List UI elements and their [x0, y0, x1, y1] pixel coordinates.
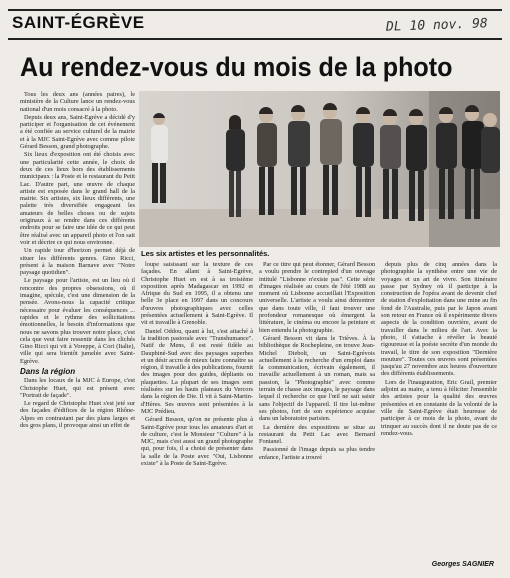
paragraph: loupe saisissant sur la texture de ces façades. En allant à Saint-Egrève, Christophe Huet en est à sa troisième exposition après Madagascar en 1992 et Afrique du Sud en 1995, il a obtenu une belle 3e place en 1997 dans un concours d'œuvres photographiques avec celles présentées actuellement à Saint-Egrève. Il vit et travaille à Grenoble.: [141, 261, 253, 327]
paragraph: Un rapide tour d'horizon permet déjà de situer les différents genres. Gino Ricci, présent à la maison Barnave avec "Notre paysage quotidien".: [20, 247, 135, 277]
headline: Au rendez-vous du mois de la photo: [20, 52, 453, 82]
handwritten-date-note: DL 10 nov. 98: [385, 16, 488, 35]
paragraph: Dans les locaux de la MJC à Europe, c'est Christophe Huet, qui est présent avec "Portrait de façade".: [20, 377, 135, 399]
article-column-1: [20, 91, 135, 571]
article-column-2: [141, 261, 253, 571]
article-column-4: [381, 261, 497, 561]
paragraph: depuis plus de cinq années dans la photographie la synthèse entre une vie de voyages et un art de vivre. Son itinéraire passe par Sydney où il participe à la construction de l'opéra avant de devenir chef de station d'exploitation dans une mine au fin fond de l'Australie, puis par le Japon avant son retour en France où il expérimente divers aspects de la condition ouvrière, avant de travailler dans le milieu de l'art. Avec la photo, il s'attache à révéler la beauté rigoureuse et la poésie secrète d'un monde du travail, le titre de son exposition "Dernière mouture". Toutes ces œuvres sont présentées jusqu'au 27 novembre aux heures d'ouverture des différents établissements.: [381, 261, 497, 378]
paragraph: Six lieux d'exposition ont été choisis avec une particularité cette année, le choix de deux de ces lieux hors des établissements municipaux : la Poste et le restaurant du Petit Lac. D'autre part, une œuvre de chaque artiste est exposée dans le grand hall de la mairie. Six artistes, six lieux différents, une palette très diversifiée engageant les amateurs de belles choses ou de sujets originaux à se rendre dans ces différents endroits pour se faire une idée de ce qui peut être réalisé avec un appareil photo et l'on sait voir et décrire ce qui nous environne.: [20, 151, 135, 246]
paragraph: Depuis deux ans, Saint-Egrève a décidé d'y participer et l'organisation de cet événement a été confiée au service culturel de la mairie et à la MJC Saint-Egrève avec comme pilote Gérard Besson, grand photographe.: [20, 113, 135, 151]
paragraph: La dernière des expositions se situe au restaurant du Petit Lac avec Bernard Fontanel.: [259, 423, 375, 446]
paragraph: Le paysage pour l'artiste, est un lieu où il rencontre des propres obsessions, où il imagine, spécule, c'est une dimension de la pensée. Avons-nous la capacité critique nécessaire pour évaluer les conséquences ... rapides et le rythme des sollicitations émotionnelles, le besoin d'informations que nous ne savons plus trouver notre place, c'est cela que veut faire ressentir dans les clichés Gino Ricci qui vit à Voreppe, à Cori (Italie), ville qui sera bientôt jumelée avec Saint-Egrève.: [20, 277, 135, 365]
photo-caption: Les six artistes et les personnalités.: [141, 249, 270, 258]
paragraph: Passionné de l'image depuis sa plus tendre enfance, l'artiste a trouvé: [259, 446, 375, 461]
paragraph: Tous les deux ans (années paires), le ministère de la Culture lance un rendez-vous national d'un mois consacré à la photo.: [20, 91, 135, 113]
paragraph: Daniel Oddou, quant à lui, s'est attaché à la tradition pastorale avec "Transhumance". Natif de Mens, il est resté fidèle au Dauphiné-Sud avec des paysages superbes et un désir accru de mieux faire connaître sa région, il travaille à des publications, fournit des images pour des guides, dépliants ou plaquettes. La plupart de ses images sont réalisées sur les hauts plateaux du Vercors dans la région de Die. Il vit à Saint-Martin-d'Hères. Ses œuvres sont présentées à la MJC Prédieu.: [141, 327, 253, 415]
paragraph: Gérard Besson, qu'on ne présente plus à Saint-Egrève pour tous les amateurs d'art et de culture, c'est le Monsieur "Culture" à la MJC, mais c'est aussi un grand photographe qui, pour fois, il a choisi de présenter dans la salle de la Poste avec "Oui, Lisbonne existe" à la Poste de Saint-Egrève.: [141, 416, 253, 468]
paragraph: Par ce titre qui peut étonner, Gérard Besson a voulu prendre le contrepied d'un ouvrage intitulé "Lisbonne n'existe pas". Cette série d'images réalisée au cours de l'été 1988 au moment où Lisbonne accueillait l'Exposition universelle. L'artiste a voulu ainsi démontrer que dans toute ville, il faut trouver une profondeur romanesque où émergent la littérature, le cinéma ou encore la peinture et bien entendu la photographie.: [259, 261, 375, 334]
group-photo: [139, 91, 500, 247]
article-column-3: [259, 261, 375, 571]
top-rule: [8, 9, 502, 11]
paragraph: Le regard de Christophe Huet s'est jeté sur des façades d'édifices de la région Rhône-Alpes en contrastant par des plans larges et des gros plans, il provoque ainsi un effet de: [20, 400, 135, 430]
group-photo-figures: [139, 91, 500, 247]
paragraph: Gérard Besson vit dans le Trièves. À la bibliothèque de Rochepleine, on trouve Jean-Michel Diebolt, un Saint-Egrévois actuellement à la recherche d'un emploi dans la communication, écrivain également, il travaille actuellement à un roman, mais sa passion, la "Photographie" avec comme terrain de chasse aux images, le paysage dans lequel il recherche ce que l'œil ne sait saisir sans l'objectif de l'appareil. Il tire lui-même ses photos, fort de son expérience acquise dans un laboratoire parisien.: [259, 334, 375, 423]
subheading: Dans la région: [20, 366, 76, 376]
section-rule: [8, 38, 502, 40]
byline: Georges SAGNIER: [431, 561, 494, 568]
paragraph: Lors de l'inauguration, Eric Grail, premier adjoint au maire, a tenu à féliciter l'ensemble des artistes pour la qualité des œuvres présentées et en constante de la volonté de la ville de Saint-Egrève était heureuse de participer à ce mois de la photo, avant de trinquer au succès dont il ne doute pas de ce rendez-vous.: [381, 378, 497, 437]
section-title: SAINT-ÉGRÈVE: [12, 13, 145, 32]
